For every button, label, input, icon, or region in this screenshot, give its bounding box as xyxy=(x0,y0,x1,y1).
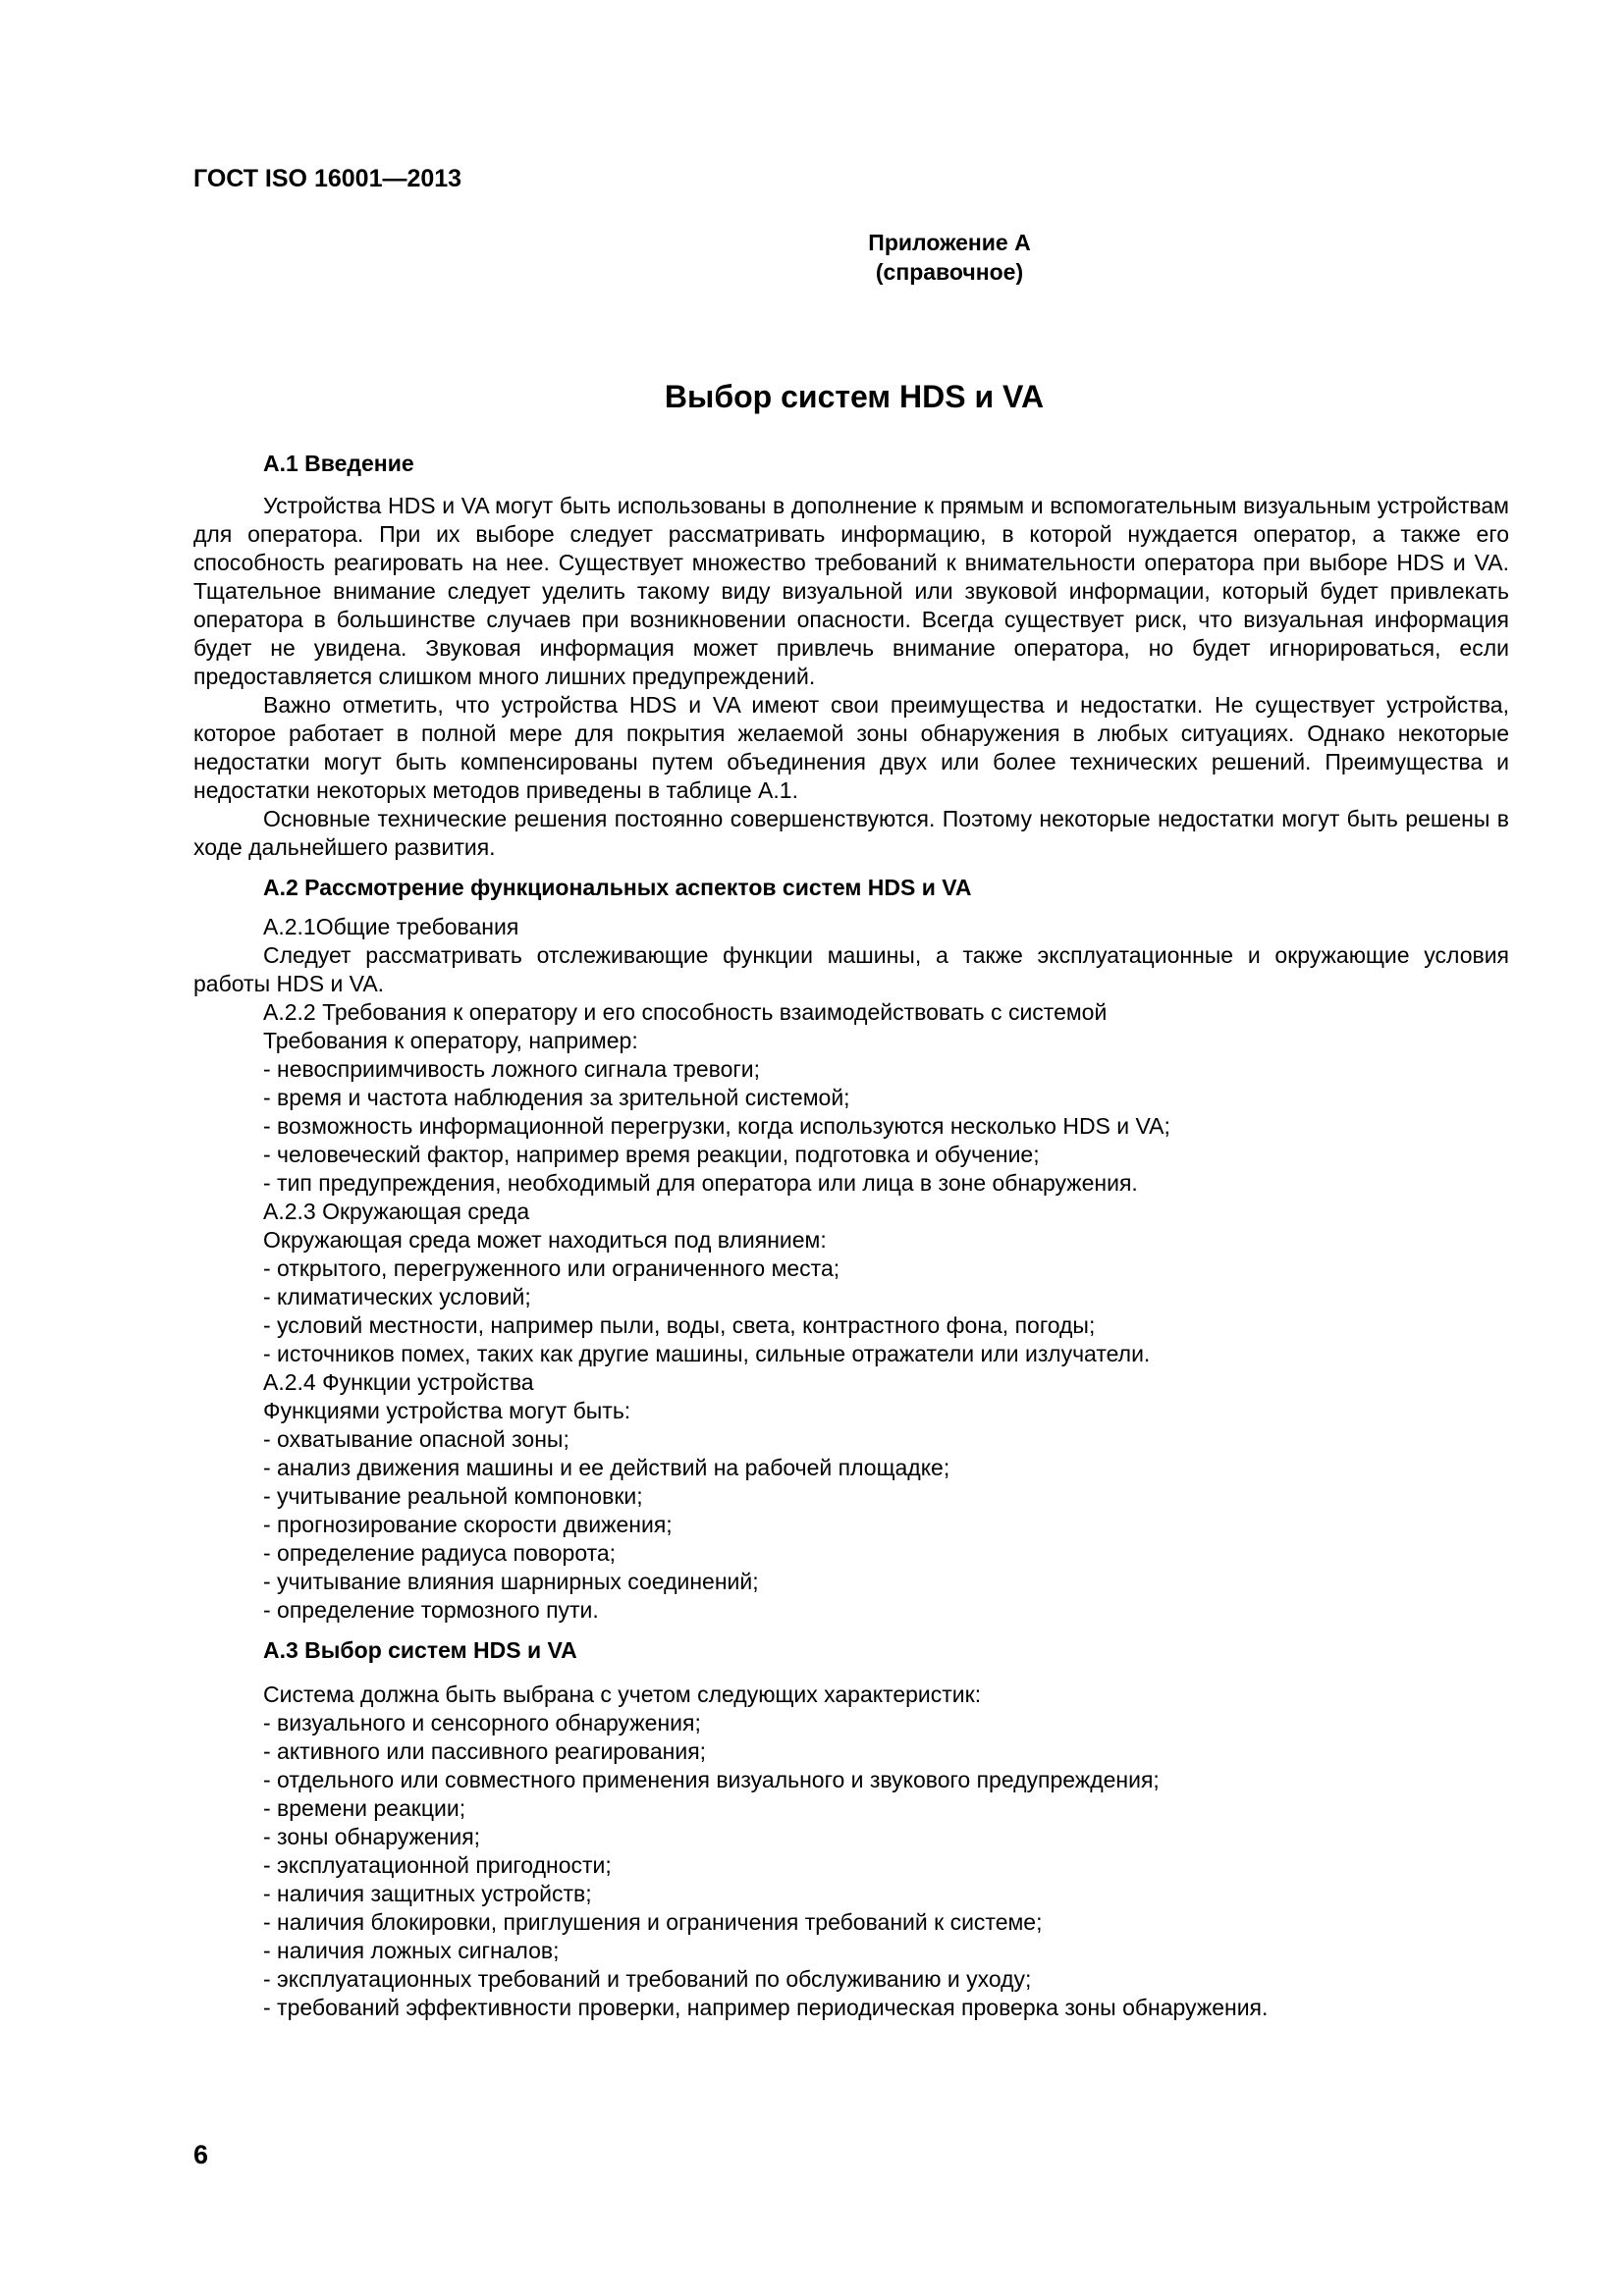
annex-label: Приложение А xyxy=(868,230,1031,255)
section-a1-paragraph: Устройства HDS и VA могут быть использованы в дополнение к прямым и вспомогательным визуальным устройствам для оператора. При их выборе следует рассматривать информацию, в которой нуждается оператор, а также его способность реагировать на нее. Существует множество требований к внимательности оператора при выборе HDS и VA. Тщательное внимание следует уделить такому виду визуальной или звуковой информации, который будет привлекать оператора в большинстве случаев при возникновении опасности. Всегда существует риск, что визуальная информация будет не увидена. Звуковая информация может привлечь внимание оператора, но будет игнорироваться, если предоставляется слишком много лишних предупреждений. xyxy=(193,493,1509,689)
section-a1-paragraph: Основные технические решения постоянно совершенствуются. Поэтому некоторые недостатки могут быть решены в ходе дальнейшего развития. xyxy=(193,806,1509,860)
section-a1-heading: А.1 Введение xyxy=(263,451,414,476)
list-item: - визуального и сенсорного обнаружения; xyxy=(263,1710,701,1735)
list-item: - наличия ложных сигналов; xyxy=(263,1938,560,1963)
list-item: - отдельного или совместного применения визуального и звукового предупреждения; xyxy=(263,1767,1160,1792)
document-id: ГОСТ ISO 16001—2013 xyxy=(193,165,462,192)
section-a2-heading: А.2 Рассмотрение функциональных аспектов систем HDS и VA xyxy=(263,875,972,900)
list-item: - невосприимчивость ложного сигнала тревоги; xyxy=(263,1056,761,1082)
list-item: - определение радиуса поворота; xyxy=(263,1540,617,1566)
page-number: 6 xyxy=(193,2140,209,2169)
list-item: - прогнозирование скорости движения; xyxy=(263,1512,673,1537)
list-item: - требований эффективности проверки, например периодическая проверка зоны обнаружения. xyxy=(263,1995,1269,2020)
list-item: - тип предупреждения, необходимый для оператора или лица в зоне обнаружения. xyxy=(263,1170,1138,1196)
list-item: - человеческий фактор, например время реакции, подготовка и обучение; xyxy=(263,1142,1040,1167)
subsection-a21-text: Следует рассматривать отслеживающие функции машины, а также эксплуатационные и окружающие условия работы HDS и VA. xyxy=(193,942,1509,996)
list-item: - учитывание влияния шарнирных соединений; xyxy=(263,1569,759,1594)
list-item: - наличия блокировки, приглушения и ограничения требований к системе; xyxy=(263,1909,1043,1935)
section-a3-heading: А.3 Выбор систем HDS и VA xyxy=(263,1637,577,1663)
subsection-a22-intro: Требования к оператору, например: xyxy=(263,1028,638,1053)
subsection-a23-intro: Окружающая среда может находиться под влиянием: xyxy=(263,1227,827,1253)
list-item: - учитывание реальной компоновки; xyxy=(263,1483,643,1509)
document-body xyxy=(193,450,1509,2022)
list-item: - эксплуатационной пригодности; xyxy=(263,1852,612,1878)
list-item: - наличия защитных устройств; xyxy=(263,1881,592,1906)
subsection-a21-title: А.2.1Общие требования xyxy=(263,914,519,939)
subsection-a22-title: А.2.2 Требования к оператору и его способность взаимодействовать с системой xyxy=(263,999,1108,1025)
list-item: - источников помех, таких как другие машины, сильные отражатели или излучатели. xyxy=(263,1341,1151,1366)
section-a1-paragraph: Важно отметить, что устройства HDS и VA имеют свои преимущества и недостатки. Не существует устройства, которое работает в полной мере для покрытия желаемой зоны обнаружения в любых ситуациях. Однако некоторые недостатки могут быть компенсированы путем объединения двух или более технических решений. Преимущества и недостатки некоторых методов приведены в таблице А.1. xyxy=(193,692,1509,803)
list-item: - определение тормозного пути. xyxy=(263,1597,599,1623)
list-item: - условий местности, например пыли, воды, света, контрастного фона, погоды; xyxy=(263,1312,1096,1338)
list-item: - время и частота наблюдения за зрительной системой; xyxy=(263,1085,850,1110)
list-item: - климатических условий; xyxy=(263,1284,531,1309)
subsection-a23-title: А.2.3 Окружающая среда xyxy=(263,1199,530,1224)
annex-status: (справочное) xyxy=(875,259,1024,285)
annex-heading xyxy=(783,228,1116,287)
list-item: - анализ движения машины и ее действий на рабочей площадке; xyxy=(263,1455,950,1480)
annex-title: Выбор систем HDS и VA xyxy=(664,379,1045,414)
list-item: - открытого, перегруженного или ограниченного места; xyxy=(263,1255,840,1281)
subsection-a24-intro: Функциями устройства могут быть: xyxy=(263,1398,631,1423)
list-item: - зоны обнаружения; xyxy=(263,1824,481,1849)
list-item: - активного или пассивного реагирования; xyxy=(263,1738,707,1764)
list-item: - времени реакции; xyxy=(263,1795,466,1821)
subsection-a24-title: А.2.4 Функции устройства xyxy=(263,1369,534,1395)
list-item: - возможность информационной перегрузки, когда используются несколько HDS и VA; xyxy=(263,1113,1170,1139)
list-item: - эксплуатационных требований и требований по обслуживанию и уходу; xyxy=(263,1966,1032,1992)
list-item: - охватывание опасной зоны; xyxy=(263,1426,569,1452)
section-a3-intro: Система должна быть выбрана с учетом следующих характеристик: xyxy=(263,1682,982,1707)
